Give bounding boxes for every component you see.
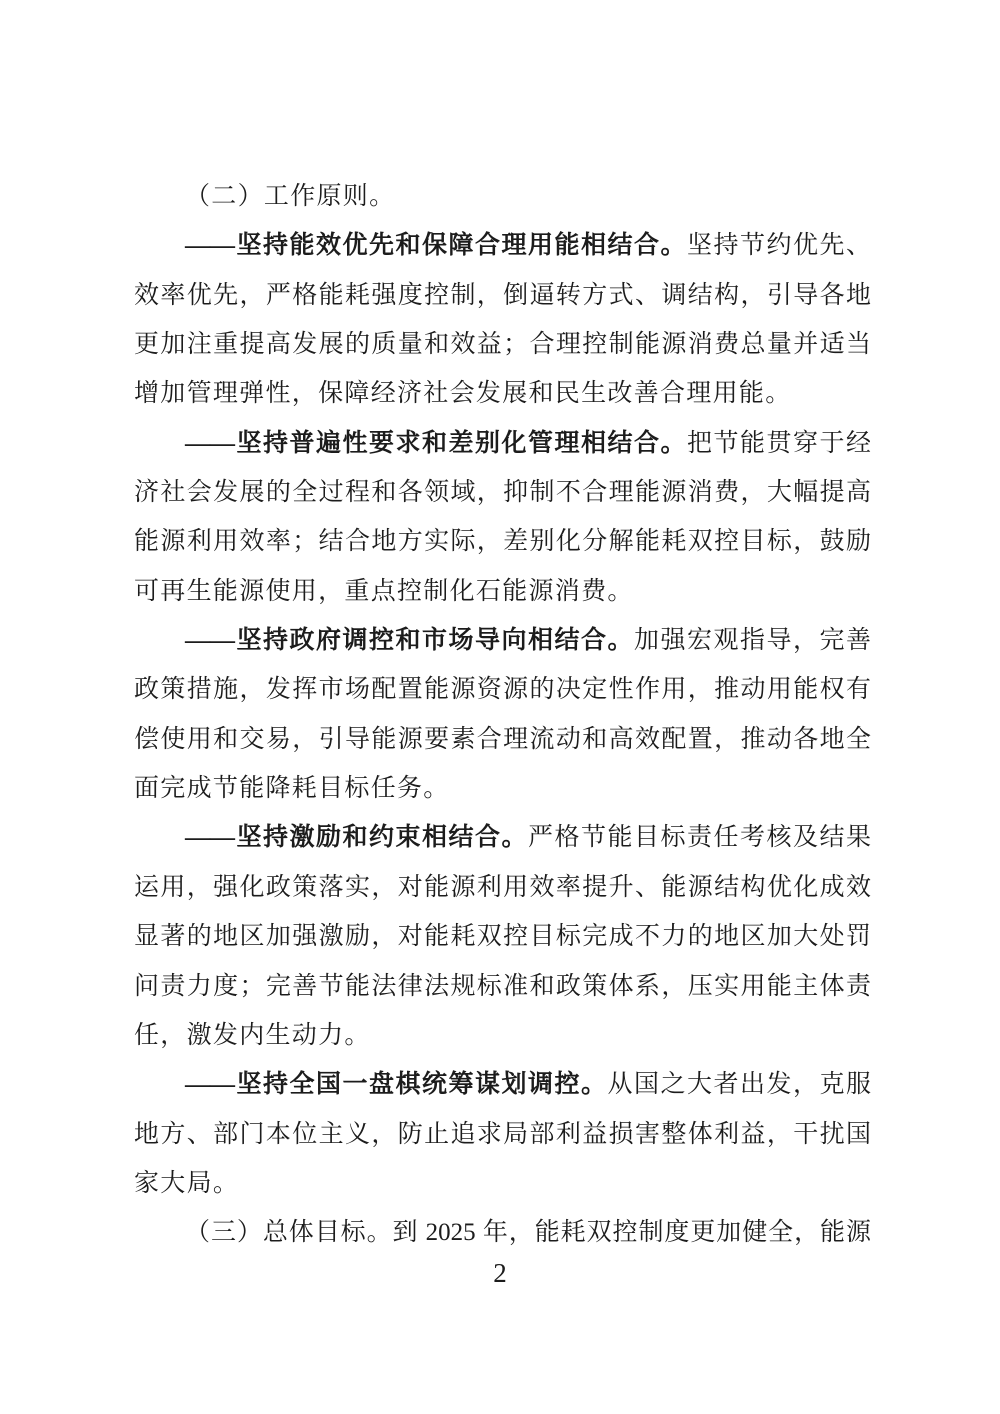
page-number: 2 — [493, 1258, 507, 1288]
lead-phrase: ——坚持激励和约束相结合。 — [185, 824, 528, 852]
document-line — [134, 468, 871, 517]
document-line — [134, 715, 871, 764]
body-text: 效率优先，严格能耗强度控制，倒逼转方式、调结构，引导各地 — [134, 281, 871, 309]
body-text: 严格节能目标责任考核及结果 — [528, 824, 871, 852]
document-line — [134, 813, 871, 862]
lead-phrase: ——坚持全国一盘棋统筹谋划调控。 — [185, 1071, 608, 1099]
document-line — [134, 1159, 871, 1208]
body-text: 加强宏观指导，完善 — [633, 627, 871, 655]
text-block — [134, 172, 871, 1258]
document-line — [134, 1060, 871, 1109]
body-text: 把节能贯穿于经 — [686, 429, 871, 457]
document-line — [134, 369, 871, 418]
document-line — [134, 419, 871, 468]
body-text: 从国之大者出发，克服 — [607, 1071, 871, 1099]
body-text: 运用，强化政策落实，对能源利用效率提升、能源结构优化成效 — [134, 873, 871, 901]
body-text: 能源利用效率；结合地方实际，差别化分解能耗双控目标，鼓励 — [134, 528, 871, 556]
body-text: 增加管理弹性，保障经济社会发展和民生改善合理用能。 — [134, 380, 792, 408]
body-text: 问责力度；完善节能法律法规标准和政策体系，压实用能主体责 — [134, 972, 871, 1000]
body-text: 地方、部门本位主义，防止追求局部利益损害整体利益，干扰国 — [134, 1120, 871, 1148]
body-text: 济社会发展的全过程和各领域，抑制不合理能源消费，大幅提高 — [134, 479, 871, 507]
lead-phrase: ——坚持能效优先和保障合理用能相结合。 — [185, 232, 687, 260]
body-text: 坚持节约优先、 — [686, 232, 871, 260]
document-line — [134, 1110, 871, 1159]
body-text: 面完成节能降耗目标任务。 — [134, 775, 450, 803]
body-text: 更加注重提高发展的质量和效益；合理控制能源消费总量并适当 — [134, 331, 871, 359]
document-line — [134, 567, 871, 616]
document-line — [134, 962, 871, 1011]
document-line — [134, 863, 871, 912]
lead-phrase: ——坚持普遍性要求和差别化管理相结合。 — [185, 429, 687, 457]
body-text: 显著的地区加强激励，对能耗双控目标完成不力的地区加大处罚 — [134, 923, 871, 951]
document-line — [134, 517, 871, 566]
document-line — [134, 271, 871, 320]
body-text: 任，激发内生动力。 — [134, 1021, 371, 1049]
lead-phrase: ——坚持政府调控和市场导向相结合。 — [185, 627, 634, 655]
document-line — [134, 320, 871, 369]
body-text: 可再生能源使用，重点控制化石能源消费。 — [134, 577, 634, 605]
document-line — [134, 1011, 871, 1060]
document-line — [134, 172, 871, 221]
body-text: （二）工作原则。 — [185, 183, 396, 210]
document-line — [134, 665, 871, 714]
body-text: 政策措施，发挥市场配置能源资源的决定性作用，推动用能权有 — [134, 676, 871, 704]
body-text: 偿使用和交易，引导能源要素合理流动和高效配置，推动各地全 — [134, 725, 871, 753]
document-line — [134, 912, 871, 961]
body-text: （三）总体目标。到 2025 年，能耗双控制度更加健全，能源 — [185, 1219, 871, 1247]
document-line — [134, 221, 871, 270]
document-line — [134, 764, 871, 813]
document-line — [134, 616, 871, 665]
body-text: 家大局。 — [134, 1169, 240, 1197]
